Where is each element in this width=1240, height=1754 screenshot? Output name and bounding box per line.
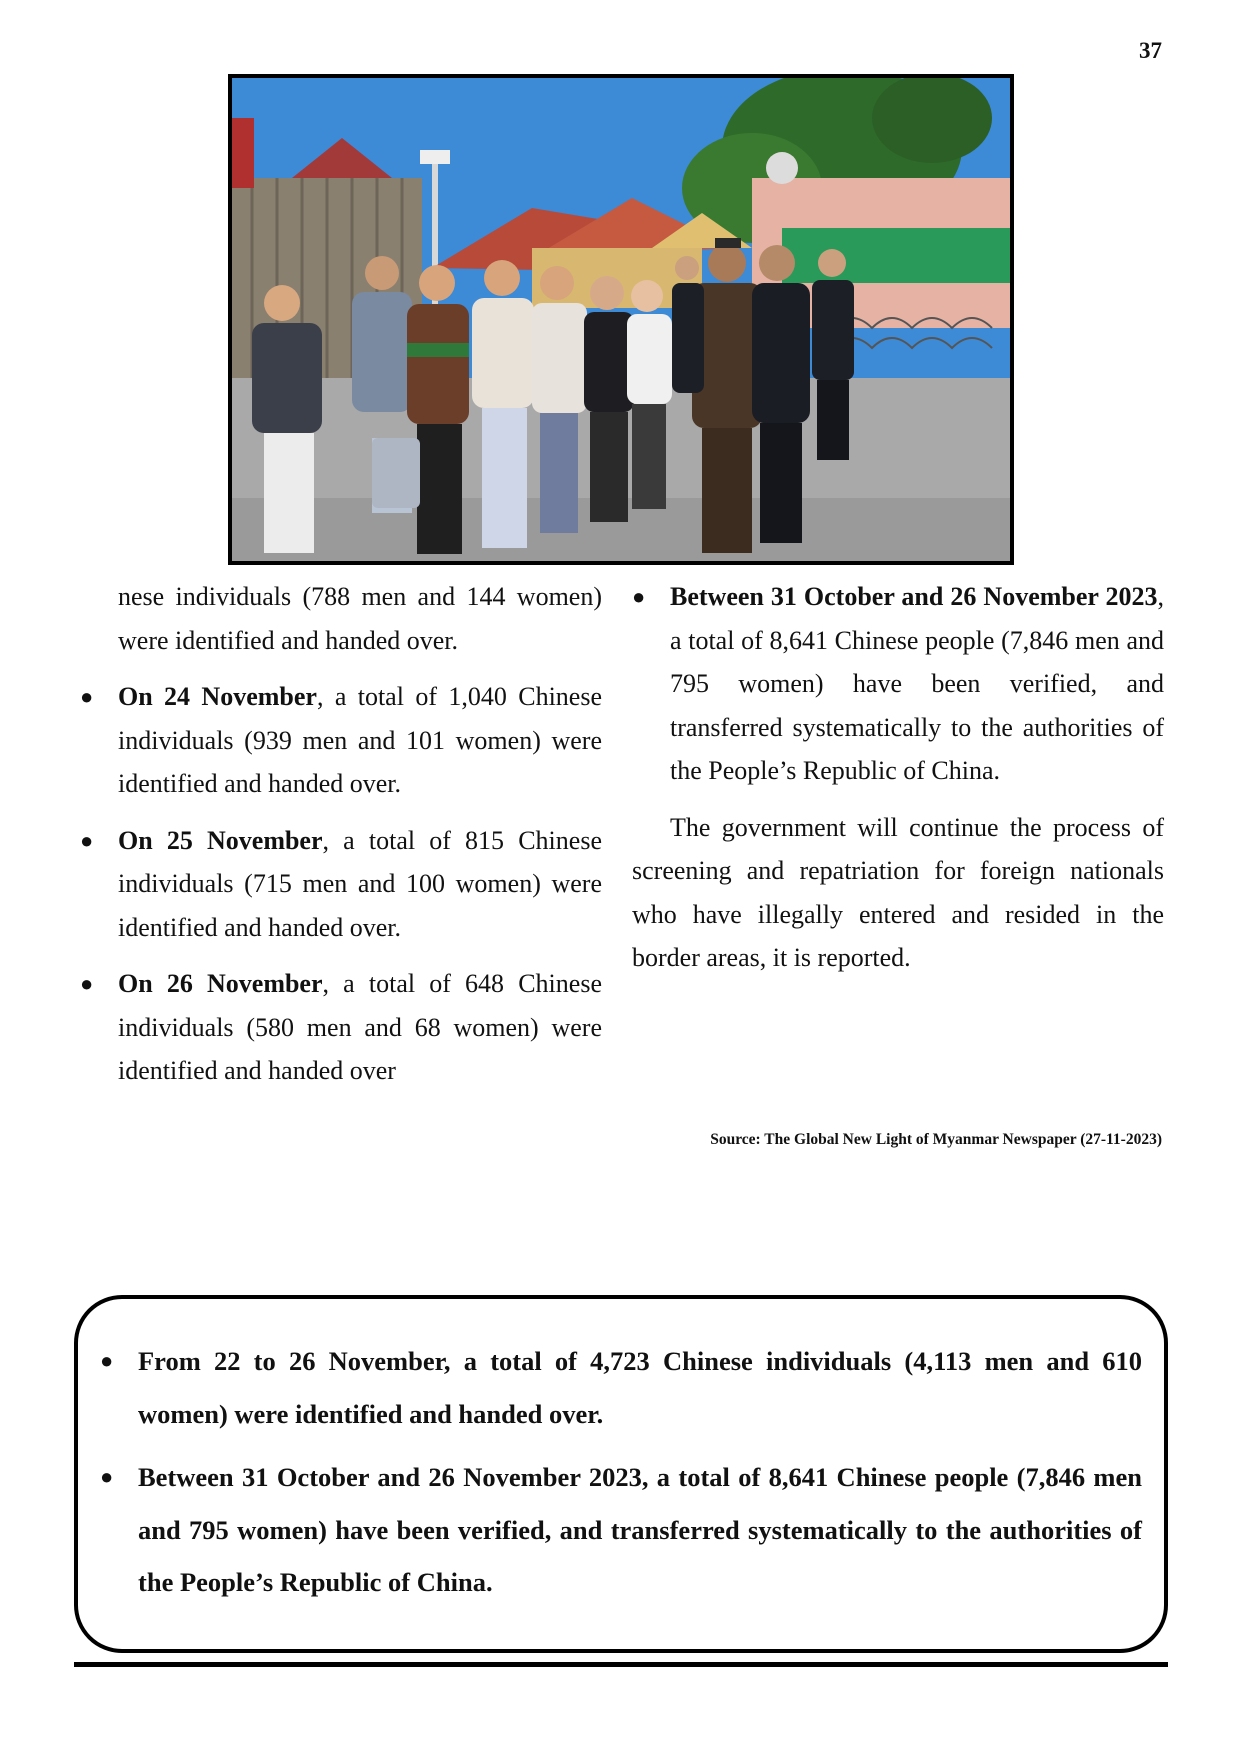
item-text: , a total of 8,641 Chinese people (7,846 men and 795 women) have been verified, and transferred systematically to the authorities of the People’s Republic of China. xyxy=(670,582,1164,785)
summary-text: From 22 to 26 November, a total of 4,723 Chinese individuals (4,113 men and 610 women) were identified and handed over. xyxy=(138,1346,1142,1429)
bottom-rule xyxy=(74,1662,1168,1667)
summary-box xyxy=(74,1295,1168,1653)
item-text: , a total of 1,040 Chinese individuals (939 men and 101 women) were identified and handed over. xyxy=(118,682,602,798)
list-item xyxy=(80,962,602,1093)
bullet-icon: ● xyxy=(632,584,646,609)
left-column xyxy=(80,575,602,1106)
photo-illustration xyxy=(232,78,1010,561)
list-item xyxy=(632,575,1164,793)
page-number: 37 xyxy=(1139,38,1162,63)
bullet-icon: ● xyxy=(80,827,94,853)
item-date: On 25 November xyxy=(118,825,323,855)
closing-paragraph: The government will continue the process of screening and repatriation for foreign nationals who have illegally entered and resided in the border areas, it is reported. xyxy=(632,812,1164,972)
summary-item xyxy=(100,1451,1142,1609)
list-item xyxy=(80,675,602,806)
item-date: On 26 November xyxy=(118,969,323,998)
item-date: Between 31 October and 26 November 2023 xyxy=(670,582,1158,611)
bullet-icon: ● xyxy=(80,971,94,996)
item-text: , a total of 648 Chinese individuals (580 men and 68 women) were identified and handed over xyxy=(118,969,602,1085)
bullet-icon: ● xyxy=(100,1348,114,1373)
bullet-icon: ● xyxy=(80,684,94,709)
bullet-icon: ● xyxy=(100,1464,114,1489)
continuation-text: nese individuals (788 men and 144 women) were identified and handed over. xyxy=(118,582,602,655)
right-column xyxy=(632,575,1164,993)
summary-text: Between 31 October and 26 November 2023, a total of 8,641 Chinese people (7,846 men and 795 women) have been verified, and transferred systematically to the authorities of the People’s Republic of China. xyxy=(138,1462,1142,1597)
border-handover-photo xyxy=(228,74,1014,565)
item-text: , a total of 815 Chinese individuals (715 men and 100 women) were identified and handed over. xyxy=(118,825,602,942)
summary-item xyxy=(100,1335,1142,1440)
item-date: On 24 November xyxy=(118,682,317,711)
source-citation: Source: The Global New Light of Myanmar Newspaper (27-11-2023) xyxy=(710,1131,1162,1148)
list-item xyxy=(80,819,602,950)
